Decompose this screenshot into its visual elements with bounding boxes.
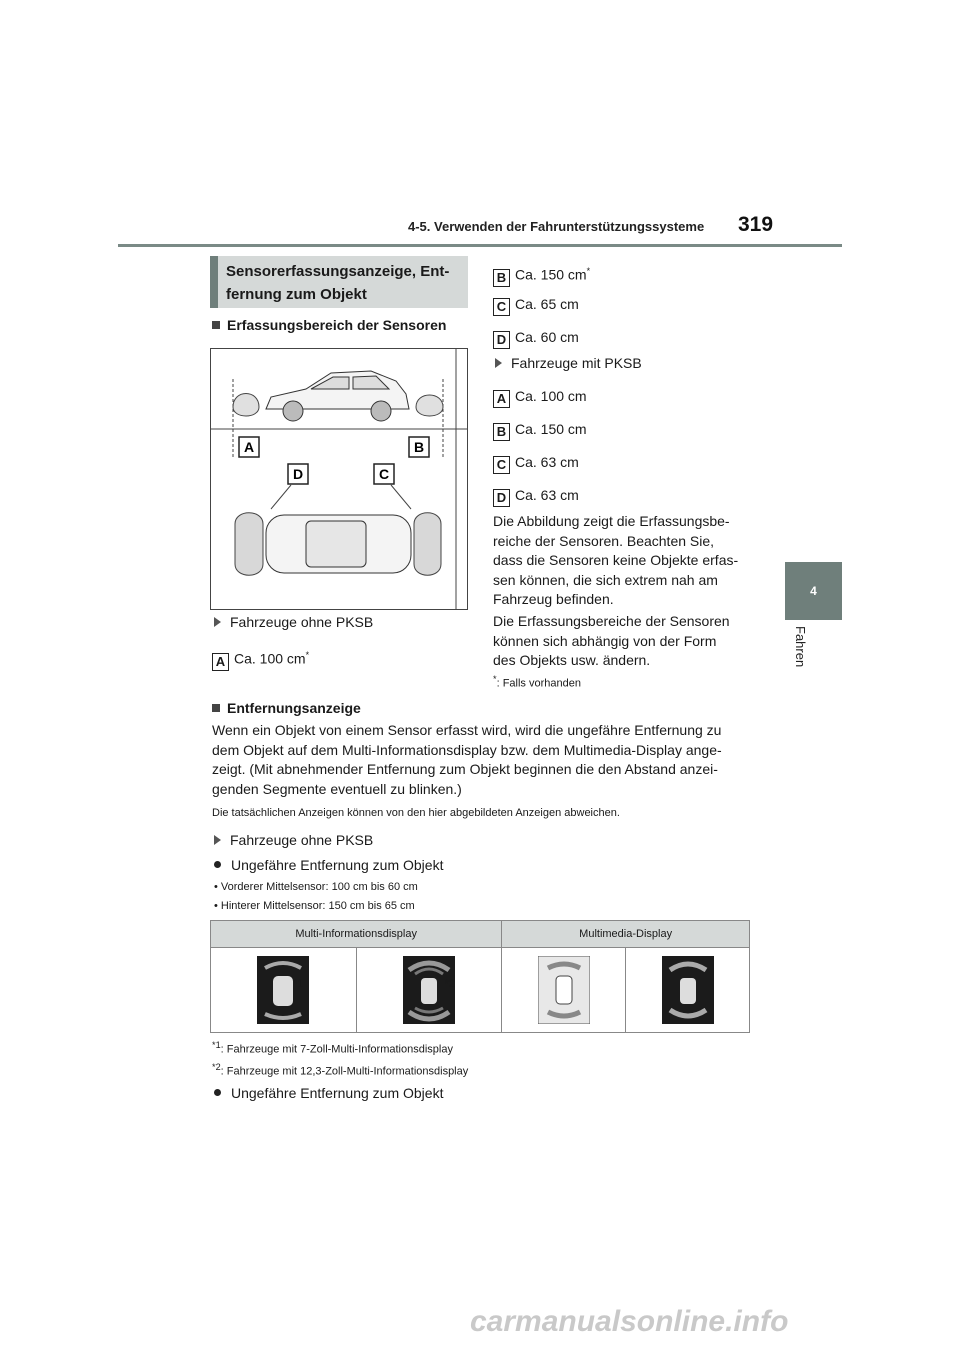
range-letter: A bbox=[493, 390, 510, 408]
detection-range-heading bbox=[212, 317, 446, 333]
front-sensor-range-text: Vorderer Mittelsensor: 100 cm bis 60 cm bbox=[220, 881, 418, 893]
footnote-text: : Fahrzeuge mit 12,3-Zoll-Multi-Informationsdisplay bbox=[220, 1065, 469, 1078]
pksb-range-item-d bbox=[493, 486, 579, 507]
range-item-b bbox=[493, 262, 590, 287]
range-footnote-mark: * bbox=[586, 266, 591, 276]
chapter-tab-label: Fahren bbox=[793, 626, 808, 668]
cell-footnote-mark: *1 bbox=[293, 978, 304, 990]
square-bullet-icon bbox=[212, 704, 220, 712]
section-title-line2: fernung zum Objekt bbox=[226, 286, 367, 303]
sensor-range-diagram bbox=[210, 348, 468, 610]
text-line: dem Objekt auf dem Multi-Informationsdisplay bzw. dem Multimedia-Display ange- bbox=[212, 741, 722, 758]
text-line: genden Segmente eventuell zu blinken.) bbox=[212, 780, 462, 797]
text-line: Die Abbildung zeigt die Erfassungsbe- bbox=[493, 513, 730, 529]
footnote-mark: * bbox=[493, 674, 497, 684]
multimedia-screen-dark bbox=[662, 956, 714, 1024]
distance-variant-without-pksb bbox=[214, 832, 373, 848]
footnote-12inch bbox=[212, 1062, 468, 1078]
text-line: des Objekts usw. ändern. bbox=[493, 652, 651, 668]
text-line: sen können, die sich extrem nah am bbox=[493, 571, 718, 588]
range-item-c bbox=[493, 295, 579, 316]
range-letter: D bbox=[493, 331, 510, 349]
chapter-header: 4-5. Verwenden der Fahrunterstützungssysteme bbox=[408, 219, 705, 234]
mid-12inch-screen bbox=[403, 956, 455, 1024]
text-line: zeigt. (Mit abnehmender Entfernung zum Objekt beginnen die den Abstand anzei- bbox=[212, 761, 718, 777]
text-line: Wenn ein Objekt von einem Sensor erfasst wird, wird die ungefähre Entfernung zu bbox=[212, 722, 722, 738]
text-line: können sich abhängig von der Form bbox=[493, 632, 717, 649]
range-value: Ca. 65 cm bbox=[515, 296, 579, 312]
approx-distance-bullet bbox=[214, 857, 443, 873]
range-value: Ca. 60 cm bbox=[515, 329, 579, 345]
mid-7inch-cell bbox=[211, 948, 357, 1033]
range-letter: B bbox=[493, 423, 510, 441]
front-sensor-range: • Vorderer Mittelsensor: 100 cm bis 60 cm bbox=[214, 881, 418, 893]
approx-distance-text: Ungefähre Entfernung zum Objekt bbox=[231, 1085, 444, 1101]
arrow-bullet-icon bbox=[214, 835, 221, 845]
rear-sensor-range-text: Hinterer Mittelsensor: 150 cm bis 65 cm bbox=[220, 900, 415, 912]
range-footnote-mark: * bbox=[305, 650, 310, 660]
pksb-range-item-a bbox=[493, 387, 587, 408]
variant-without-pksb-text: Fahrzeuge ohne PKSB bbox=[230, 614, 374, 630]
detection-shape-paragraph bbox=[493, 612, 753, 671]
detection-note-paragraph bbox=[493, 512, 753, 610]
header-rule bbox=[118, 244, 842, 247]
variant-with-pksb bbox=[495, 355, 642, 371]
range-letter: B bbox=[493, 269, 510, 287]
range-value: Ca. 100 cm bbox=[515, 388, 587, 404]
diagram-label-c: C bbox=[378, 466, 390, 482]
rear-sensor-lobe bbox=[416, 395, 443, 416]
distance-display-paragraph bbox=[212, 721, 757, 799]
approx-distance-bullet-2 bbox=[214, 1085, 443, 1101]
front-sensor-lobe bbox=[233, 394, 259, 417]
multimedia-cell-2 bbox=[626, 948, 750, 1033]
distance-display-heading bbox=[212, 700, 361, 716]
range-value: Ca. 63 cm bbox=[515, 454, 579, 470]
range-value: Ca. 150 cm bbox=[515, 266, 587, 283]
footnote-7inch bbox=[212, 1040, 453, 1056]
footnote-text: : Falls vorhanden bbox=[496, 677, 581, 690]
mid-7inch-screen bbox=[257, 956, 309, 1024]
variant-with-pksb-text: Fahrzeuge mit PKSB bbox=[511, 355, 642, 371]
bullet-dot-icon bbox=[214, 861, 221, 868]
distance-display-heading-text: Entfernungsanzeige bbox=[227, 700, 361, 716]
pksb-range-item-b bbox=[493, 420, 587, 441]
text-line: Die Erfassungsbereiche der Sensoren bbox=[493, 613, 730, 629]
diagram-label-d: D bbox=[292, 466, 304, 482]
diagram-label-b: B bbox=[413, 439, 425, 455]
range-letter: C bbox=[493, 456, 510, 474]
front-top-lobe bbox=[235, 513, 263, 576]
car-top-view bbox=[266, 515, 411, 573]
arrow-bullet-icon bbox=[495, 358, 502, 368]
distance-variant-text: Fahrzeuge ohne PKSB bbox=[230, 832, 374, 848]
multimedia-screen-light bbox=[538, 956, 590, 1024]
range-letter: C bbox=[493, 298, 510, 316]
diagram-label-a: A bbox=[243, 439, 255, 455]
text-line: reiche der Sensoren. Beachten Sie, bbox=[493, 532, 715, 549]
footnote-mark: *2 bbox=[212, 1062, 221, 1072]
sensor-range-illustration bbox=[211, 349, 467, 609]
multimedia-cell-1 bbox=[502, 948, 626, 1033]
range-letter: D bbox=[493, 489, 510, 507]
rear-sensor-range: • Hinterer Mittelsensor: 150 cm bis 65 cm bbox=[214, 900, 415, 912]
arrow-bullet-icon bbox=[214, 617, 221, 627]
footnote-if-equipped bbox=[493, 674, 581, 690]
approx-distance-text: Ungefähre Entfernung zum Objekt bbox=[231, 857, 444, 873]
pksb-range-item-c bbox=[493, 453, 579, 474]
range-value: Ca. 63 cm bbox=[515, 487, 579, 503]
range-value: Ca. 150 cm bbox=[515, 421, 587, 437]
section-title bbox=[210, 256, 468, 308]
footnote-text: : Fahrzeuge mit 7-Zoll-Multi-Informationsdisplay bbox=[220, 1043, 453, 1056]
mid-12inch-cell bbox=[356, 948, 502, 1033]
rear-top-lobe bbox=[414, 513, 441, 576]
range-letter: A bbox=[212, 653, 229, 671]
car-side-view bbox=[266, 371, 409, 421]
display-difference-note: Die tatsächlichen Anzeigen können von den hier abgebildeten Anzeigen abweichen. bbox=[212, 807, 620, 819]
watermark-logo: carmanualsonline.info bbox=[470, 1305, 789, 1338]
square-bullet-icon bbox=[212, 321, 220, 329]
section-title-line1: Sensorerfassungsanzeige, Ent- bbox=[226, 263, 450, 280]
range-value: Ca. 100 cm bbox=[234, 650, 306, 667]
footnote-mark: *1 bbox=[212, 1040, 221, 1050]
range-item-d bbox=[493, 328, 579, 349]
text-line: dass die Sensoren keine Objekte erfas- bbox=[493, 552, 739, 568]
chapter-tab: 4 bbox=[785, 562, 842, 620]
detection-range-heading-text: Erfassungsbereich der Sensoren bbox=[227, 317, 447, 333]
display-examples-table bbox=[210, 920, 750, 1033]
cell-footnote-mark: *2 bbox=[444, 978, 456, 990]
table-header-mid: Multi-Informationsdisplay bbox=[211, 921, 502, 948]
range-item-a bbox=[212, 646, 309, 671]
bullet-dot-icon bbox=[214, 1089, 221, 1096]
page-number: 319 bbox=[738, 213, 774, 236]
variant-without-pksb bbox=[214, 614, 373, 630]
text-line: Fahrzeug befinden. bbox=[493, 591, 614, 607]
table-header-multimedia: Multimedia-Display bbox=[502, 921, 750, 948]
